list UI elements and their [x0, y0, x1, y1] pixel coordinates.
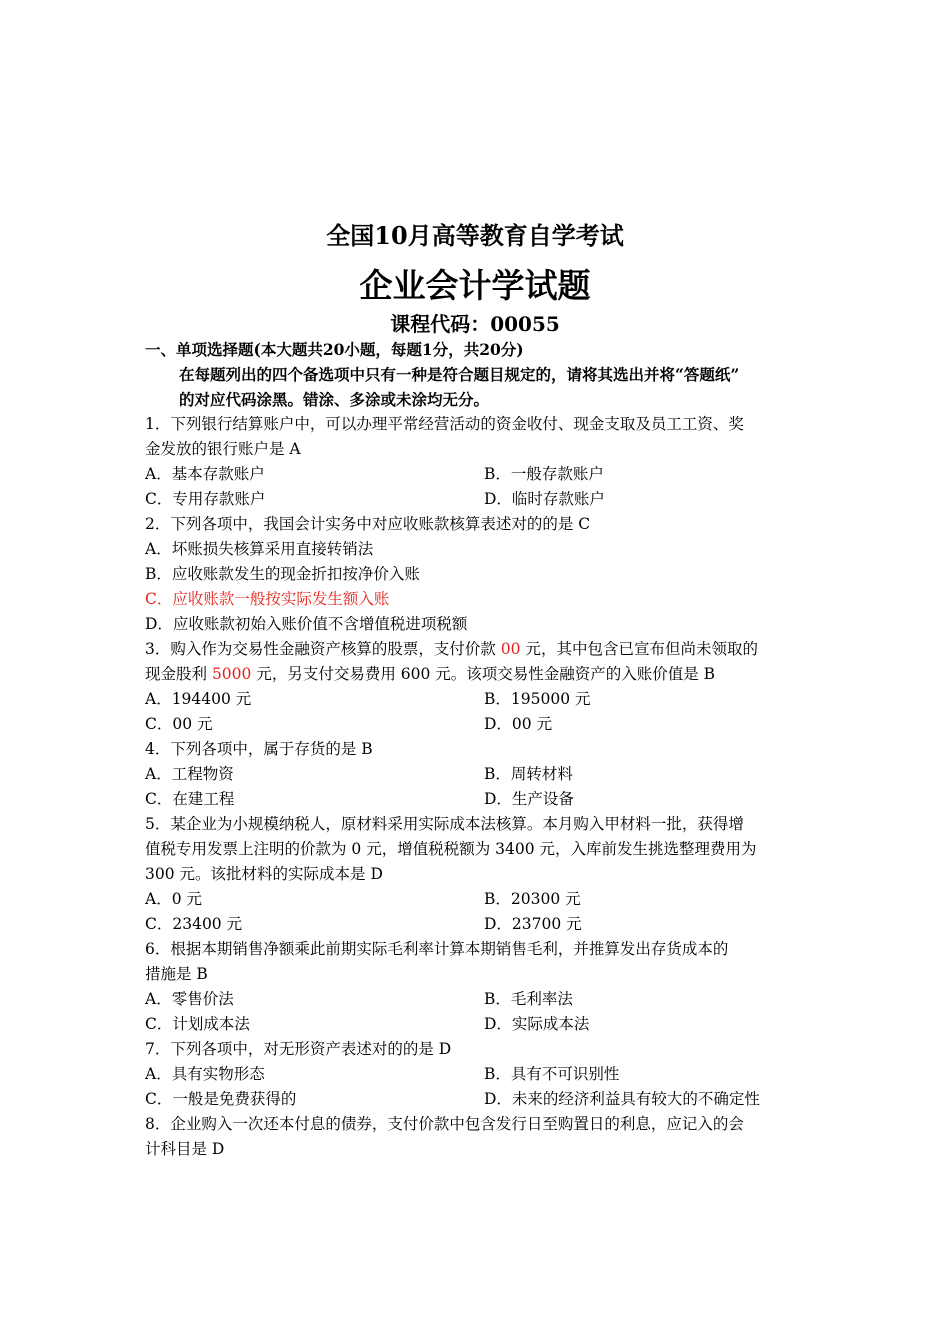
question-stem: 金发放的银行账户是 A	[145, 440, 301, 458]
option-d: D．应收账款初始入账价值不含增值税进项税额	[145, 615, 468, 633]
option-d: D．临时存款账户	[484, 490, 605, 508]
option-c: C．计划成本法	[145, 1015, 250, 1033]
question-stem: 4．下列各项中，属于存货的是 B	[145, 740, 373, 758]
option-a: A．零售价法	[145, 990, 234, 1008]
option-b: B．一般存款账户	[484, 465, 604, 483]
question-stem: 2．下列各项中，我国会计实务中对应收账款核算表述对的的是 C	[145, 515, 591, 533]
option-a: A．194400 元	[145, 690, 252, 708]
option-d: D．23700 元	[484, 915, 582, 933]
question-stem: 措施是 B	[145, 965, 208, 983]
stem-text: 元，另支付交易费用 600 元。该项交易性金融资产的入账价值是 B	[251, 665, 716, 683]
option-row	[145, 987, 810, 1012]
option-d: D．未来的经济利益具有较大的不确定性	[484, 1090, 760, 1108]
option-a: A．基本存款账户	[145, 465, 265, 483]
option-c-highlighted: C．应收账款一般按实际发生额入账	[145, 590, 390, 608]
instruction-line: 在每题列出的四个备选项中只有一种是符合题目规定的，请将其选出并将“答题纸”	[179, 365, 740, 384]
section-heading: 一、单项选择题(本大题共20小题，每题1分，共20分)	[145, 340, 524, 359]
question-stem: 7．下列各项中，对无形资产表述对的的是 D	[145, 1040, 452, 1058]
option-a: A．具有实物形态	[145, 1065, 265, 1083]
highlighted-amount: 5000	[211, 665, 252, 683]
option-c: C．专用存款账户	[145, 490, 266, 508]
option-c: C．23400 元	[145, 915, 243, 933]
question-stem: 值税专用发票上注明的价款为 0 元，增值税税额为 3400 元，入库前发生挑选整理费用为	[145, 840, 757, 858]
option-row	[145, 712, 810, 737]
option-row	[145, 487, 810, 512]
option-a: A．坏账损失核算采用直接转销法	[145, 540, 374, 558]
course-code: 课程代码：00055	[390, 312, 560, 336]
question-stem	[145, 662, 810, 687]
instruction-line: 的对应代码涂黑。错涂、多涂或未涂均无分。	[179, 390, 490, 409]
option-row	[145, 1062, 810, 1087]
option-row	[145, 462, 810, 487]
option-row	[145, 912, 810, 937]
option-b: B．应收账款发生的现金折扣按净价入账	[145, 565, 420, 583]
exam-title: 全国10月高等教育自学考试	[326, 221, 624, 250]
option-b: B．周转材料	[484, 765, 573, 783]
option-a: A．工程物资	[145, 765, 234, 783]
stem-text: 元，其中包含已宣布但尚未领取的	[520, 640, 758, 658]
option-row	[145, 1087, 810, 1112]
option-b: B．具有不可识别性	[484, 1065, 620, 1083]
question-stem: 5．某企业为小规模纳税人，原材料采用实际成本法核算。本月购入甲材料一批，获得增	[145, 815, 744, 833]
option-b: B．195000 元	[484, 690, 591, 708]
option-b: B．20300 元	[484, 890, 581, 908]
subject-title: 企业会计学试题	[359, 266, 591, 305]
option-row	[145, 762, 810, 787]
option-row	[145, 1012, 810, 1037]
stem-text: 3．购入作为交易性金融资产核算的股票，支付价款	[145, 640, 501, 658]
question-stem: 300 元。该批材料的实际成本是 D	[145, 865, 383, 883]
option-c: C．一般是免费获得的	[145, 1090, 297, 1108]
question-stem: 1．下列银行结算账户中，可以办理平常经营活动的资金收付、现金支取及员工工资、奖	[145, 415, 744, 433]
option-b: B．毛利率法	[484, 990, 573, 1008]
question-stem: 计科目是 D	[145, 1140, 225, 1158]
option-d: D．生产设备	[484, 790, 574, 808]
option-d: D．实际成本法	[484, 1015, 590, 1033]
question-stem: 6．根据本期销售净额乘此前期实际毛利率计算本期销售毛利，并推算发出存货成本的	[145, 940, 729, 958]
option-row	[145, 887, 810, 912]
highlighted-amount: 00	[500, 640, 521, 658]
question-body	[145, 337, 810, 1162]
option-row	[145, 687, 810, 712]
question-stem	[145, 637, 810, 662]
question-stem: 8．企业购入一次还本付息的债券，支付价款中包含发行日至购置日的利息，应记入的会	[145, 1115, 744, 1133]
stem-text: 现金股利	[145, 665, 212, 683]
option-d: D．00 元	[484, 715, 553, 733]
option-row	[145, 787, 810, 812]
option-a: A．0 元	[145, 890, 202, 908]
option-c: C．在建工程	[145, 790, 235, 808]
option-c: C．00 元	[145, 715, 213, 733]
